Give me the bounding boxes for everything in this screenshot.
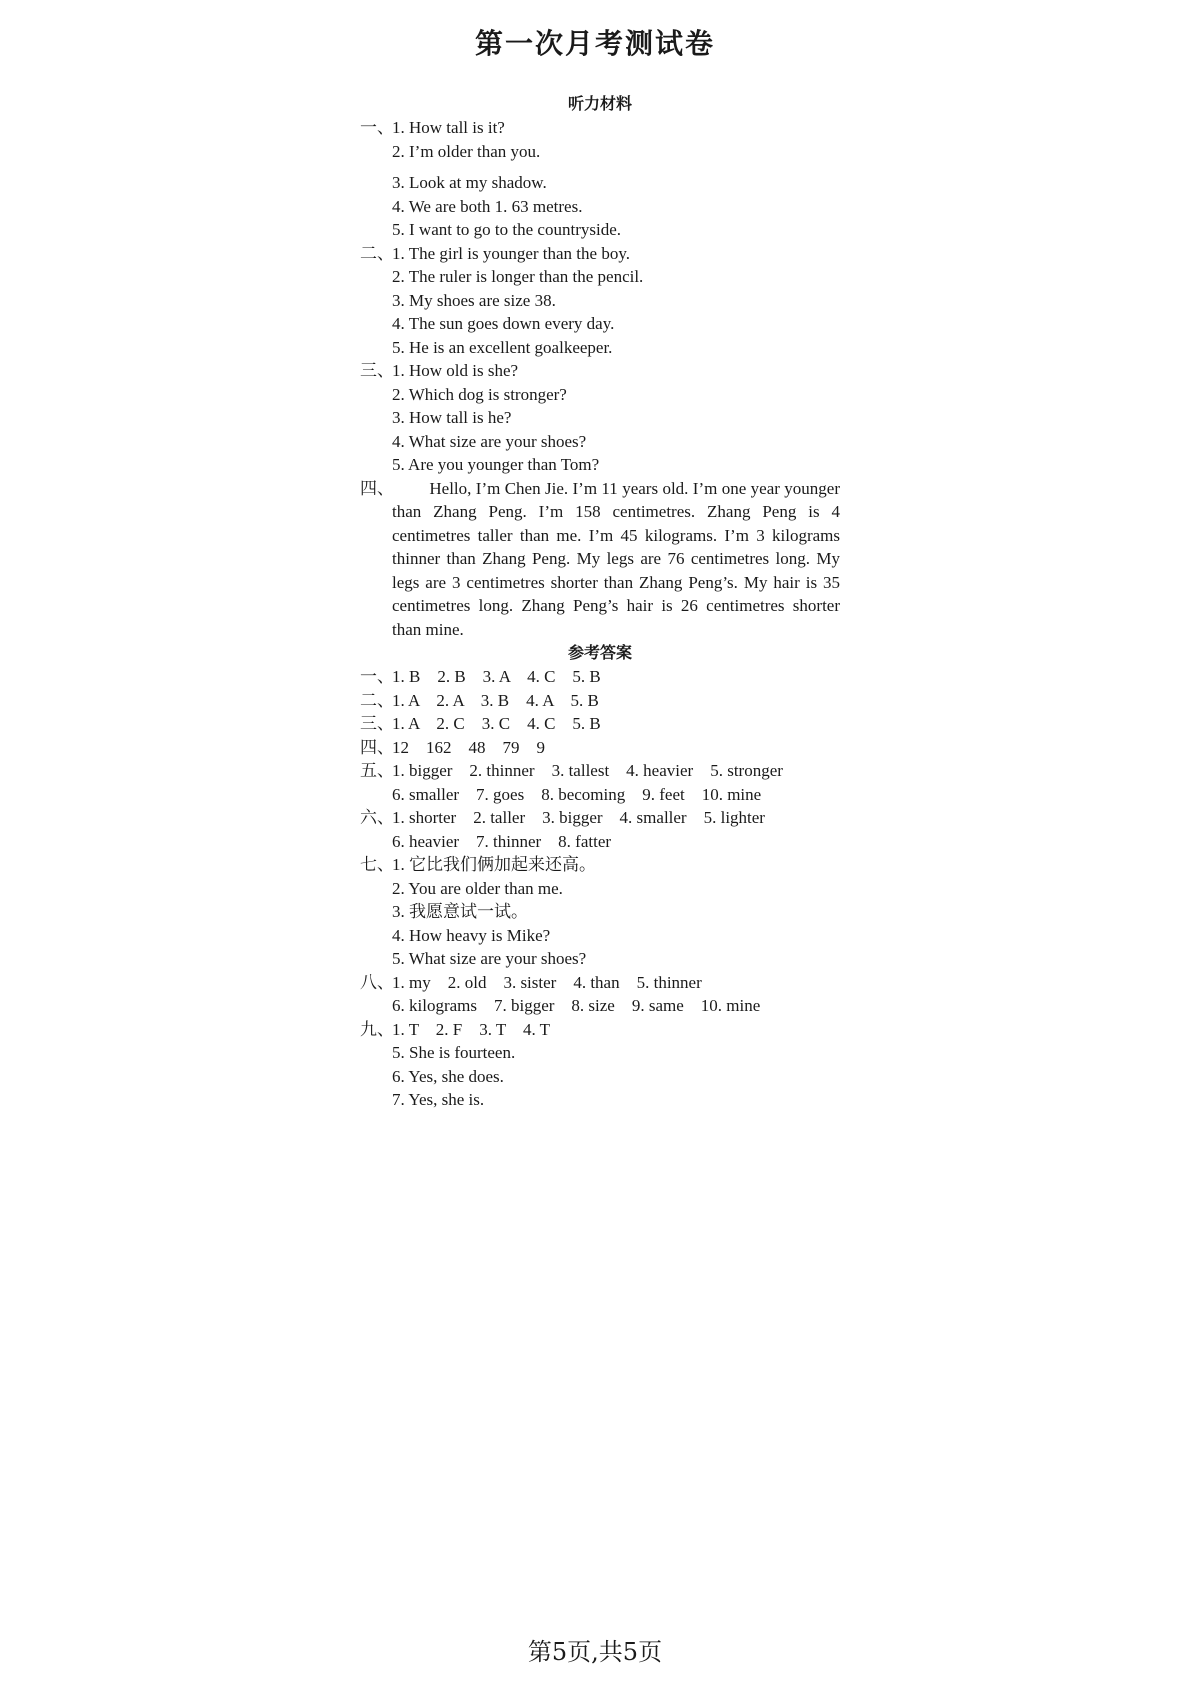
list-item: 1. How old is she? [392, 361, 519, 380]
list-item: 4. The sun goes down every day. [392, 314, 615, 333]
answer-text: 1. B 2. B 3. A 4. C 5. B [392, 667, 601, 686]
answer-s8-line [360, 971, 840, 995]
answer-text: 6. Yes, she does. [392, 1066, 504, 1086]
listening-heading: 听力材料 [567, 94, 632, 113]
answer-text: 6. heavier 7. thinner 8. fatter [392, 831, 612, 851]
list-item: 3. My shoes are size 38. [392, 290, 556, 310]
answer-s3-line [360, 712, 840, 736]
section-label: 四、 [360, 737, 394, 757]
section-label: 七、 [360, 855, 394, 874]
list-item: 2. The ruler is longer than the pencil. [392, 267, 644, 286]
list-item: 3. How tall is he? [392, 408, 512, 427]
section-label: 四、 [360, 478, 394, 498]
list-item: 4. We are both 1. 63 metres. [392, 196, 583, 216]
page-title: 第一次月考测试卷 [474, 27, 715, 60]
answer-text: 5. She is fourteen. [392, 1043, 516, 1062]
list-item: 5. I want to go to the countryside. [392, 220, 621, 239]
answer-text: 1. 它比我们俩加起来还高。 [392, 855, 596, 874]
answer-text: 3. 我愿意试一试。 [392, 902, 528, 921]
answer-text: 1. A 2. C 3. C 4. C 5. B [392, 714, 601, 733]
listening-s4-block [360, 477, 840, 642]
section-label: 三、 [360, 361, 394, 380]
answer-text: 1. my 2. old 3. sister 4. than 5. thinner [392, 972, 702, 992]
answer-text: 4. How heavy is Mike? [392, 925, 551, 945]
list-item: 3. Look at my shadow. [392, 173, 547, 192]
list-item: 2. Which dog is stronger? [392, 384, 567, 404]
section-label: 三、 [360, 714, 394, 733]
answer-s6-line [360, 806, 840, 830]
answer-text: 6. smaller 7. goes 8. becoming 9. feet 10. mine [392, 784, 762, 804]
answer-text: 6. kilograms 7. bigger 8. size 9. same 10. mine [392, 996, 761, 1015]
listening-s3-line [360, 359, 840, 383]
list-item: 2. I’m older than you. [392, 141, 541, 161]
list-item: 5. Are you younger than Tom? [392, 455, 600, 474]
document-body [360, 92, 840, 1112]
answer-text: 7. Yes, she is. [392, 1090, 485, 1109]
answer-s4-line [360, 736, 840, 760]
section-label: 五、 [360, 761, 394, 780]
answer-text: 1. shorter 2. taller 3. bigger 4. smaller 5. lighter [392, 808, 765, 827]
listening-paragraph: Hello, I’m Chen Jie. I’m 11 years old. I’m one year younger than Zhang Peng. I’m 158 centimetres. Zhang Peng is 4 centimetres taller than me. I’m 45 kilograms. I’m 3 kilograms thinner than Zhang Peng. My legs are 76 centimetres long. My legs are 3 centimetres shorter than Zhang Peng’s. My hair is 35 centimetres long. Zhang Peng’s hair is 26 centimetres shorter than mine. [392, 478, 840, 639]
answer-text: 1. T 2. F 3. T 4. T [392, 1019, 551, 1039]
section-label: 九、 [360, 1019, 394, 1039]
listening-s2-line [360, 242, 840, 266]
section-label: 八、 [360, 972, 394, 992]
section-label: 六、 [360, 808, 394, 827]
section-label: 一、 [360, 667, 394, 686]
section-label: 一、 [360, 118, 394, 137]
section-label: 二、 [360, 690, 394, 710]
answer-text: 1. A 2. A 3. B 4. A 5. B [392, 690, 599, 710]
page-number-footer: 第5页,共5页 [527, 1638, 663, 1666]
listening-s1-line [360, 116, 840, 140]
list-item: 1. How tall is it? [392, 118, 505, 137]
section-label: 二、 [360, 243, 394, 263]
answer-s5-line [360, 759, 840, 783]
list-item: 1. The girl is younger than the boy. [392, 243, 630, 263]
answer-text: 2. You are older than me. [392, 878, 563, 898]
answer-text: 12 162 48 79 9 [392, 737, 545, 757]
answer-s2-line [360, 689, 840, 713]
answer-s7-line [360, 853, 840, 877]
list-item: 4. What size are your shoes? [392, 431, 587, 451]
answer-text: 5. What size are your shoes? [392, 949, 587, 968]
list-item: 5. He is an excellent goalkeeper. [392, 337, 613, 357]
answer-text: 1. bigger 2. thinner 3. tallest 4. heavier 5. stronger [392, 761, 783, 780]
answer-s9-line [360, 1018, 840, 1042]
answer-s1-line [360, 665, 840, 689]
answers-heading: 参考答案 [567, 643, 632, 662]
